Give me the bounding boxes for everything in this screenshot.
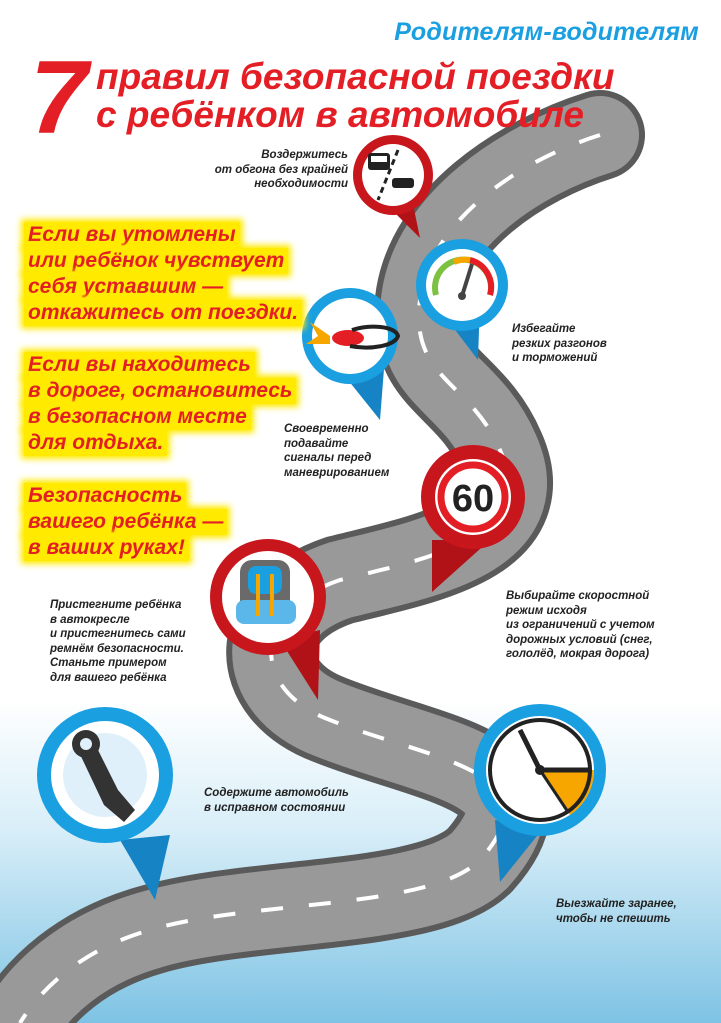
title-line-2: с ребёнком в автомобиле — [96, 94, 584, 135]
warning-line: вашего ребёнка — — [24, 509, 227, 535]
caption-line: Избегайте — [512, 323, 576, 335]
rules-count: 7 — [30, 40, 88, 156]
caption-line: чтобы не спешить — [556, 912, 671, 925]
warning-line: или ребёнок чувствует — [24, 248, 288, 274]
caption-line: и пристегнитесь сами — [50, 628, 186, 640]
subtitle: Родителям-водителям — [394, 18, 699, 46]
caption-line: в автокресле — [50, 613, 130, 626]
warning-safety — [24, 483, 227, 561]
caption-seatbelt — [50, 598, 186, 685]
caption-line: от обгона без крайней — [214, 163, 348, 176]
caption-line: сигналы перед — [284, 452, 372, 464]
caption-line: режим исходя — [506, 604, 587, 617]
warning-line: себя уставшим — — [24, 274, 227, 300]
caption-line: необходимости — [254, 178, 348, 190]
caption-acceleration — [512, 322, 607, 366]
warning-line: в безопасном месте — [24, 404, 251, 430]
warning-line: Если вы утомлены — [24, 222, 240, 248]
pin-signals — [302, 288, 398, 420]
caption-line: гололёд, мокрая дорога) — [506, 648, 650, 660]
speed-limit-sign: 60 — [451, 478, 495, 520]
caption-line: Содержите автомобиль — [204, 787, 349, 799]
warning-rest — [24, 352, 296, 456]
caption-line: Станьте примером — [50, 657, 167, 669]
warning-line: в ваших руках! — [24, 535, 189, 561]
warning-line: Безопасность — [24, 483, 186, 509]
caption-speed — [506, 589, 655, 662]
warning-line: откажитесь от поездки. — [24, 300, 302, 326]
caption-line: ремнём безопасности. — [50, 642, 184, 655]
caption-overtaking — [170, 148, 348, 192]
pin-maintenance — [37, 707, 173, 900]
warning-line: в дороге, остановитесь — [24, 378, 296, 404]
caption-line: Своевременно — [284, 423, 369, 435]
caption-line: Пристегните ребёнка — [50, 599, 182, 611]
caption-line: из ограничений с учетом — [506, 619, 655, 631]
caption-line: и торможений — [512, 352, 598, 364]
warning-line: Если вы находитесь — [24, 352, 255, 378]
warning-fatigue — [24, 222, 302, 326]
caption-line: в исправном состоянии — [204, 801, 346, 814]
caption-signals — [284, 422, 389, 480]
page-title — [96, 58, 615, 134]
caption-line: Выбирайте скоростной — [506, 590, 650, 602]
caption-maintenance — [204, 786, 349, 815]
caption-early — [556, 897, 677, 926]
caption-line: Выезжайте заранее, — [556, 898, 677, 910]
warning-line: для отдыха. — [24, 430, 167, 456]
caption-line: маневрированием — [284, 466, 390, 479]
child-seat-icon — [236, 560, 296, 624]
caption-line: для вашего ребёнка — [50, 671, 167, 684]
caption-line: подавайте — [284, 437, 349, 450]
caption-line: резких разгонов — [512, 337, 607, 350]
title-line-1: правил безопасной поездки — [96, 56, 615, 97]
caption-line: дорожных условий (снег, — [506, 633, 653, 646]
caption-line: Воздержитесь — [261, 149, 348, 161]
